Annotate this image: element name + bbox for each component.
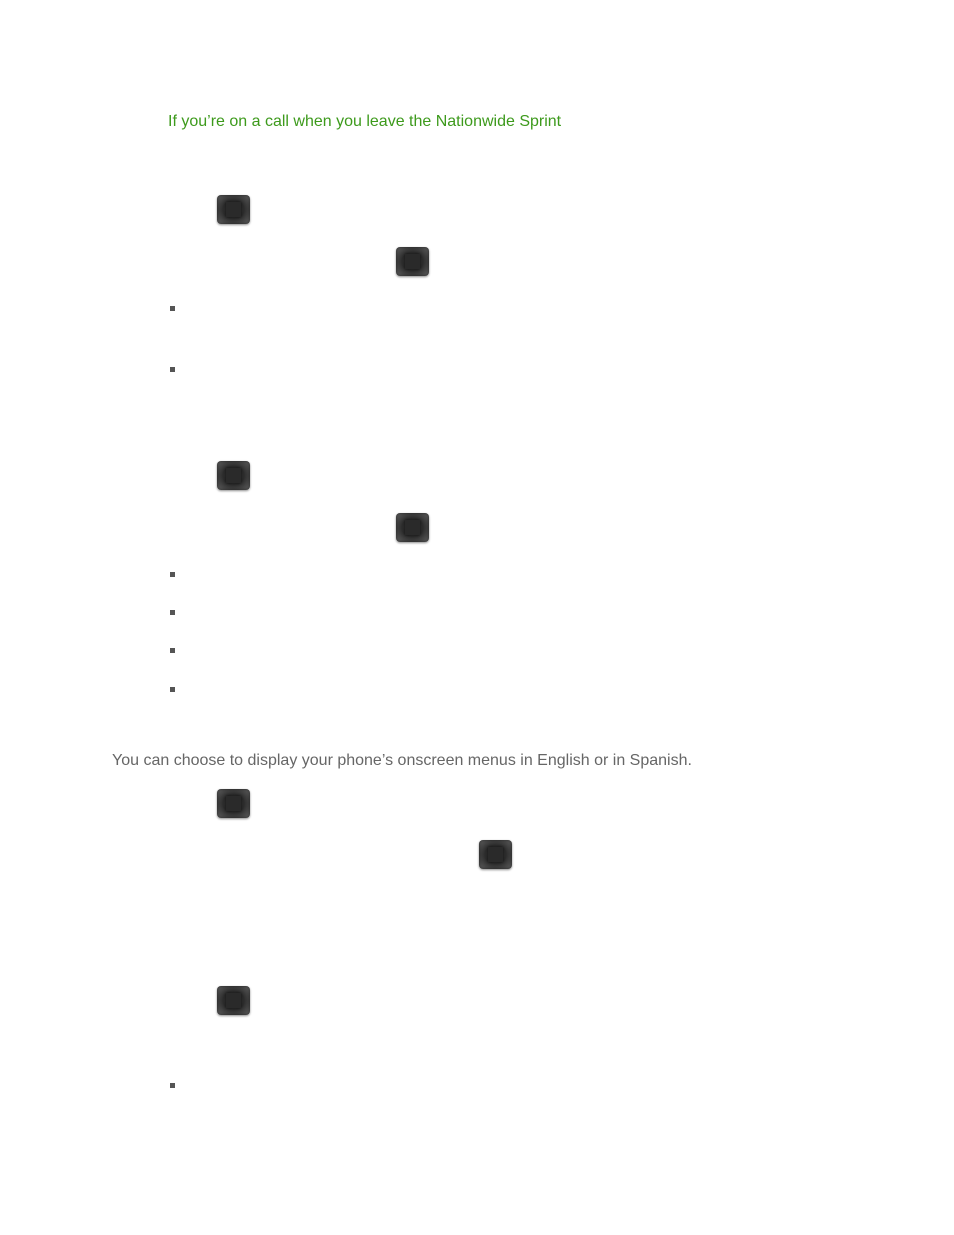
menu-key-icon	[479, 840, 512, 869]
menu-key-icon	[396, 513, 429, 542]
menu-key-icon	[217, 195, 250, 224]
list-bullet	[170, 648, 175, 653]
list-bullet	[170, 306, 175, 311]
menu-key-icon	[217, 789, 250, 818]
menu-key-icon	[217, 461, 250, 490]
list-bullet	[170, 367, 175, 372]
menu-key-icon	[396, 247, 429, 276]
list-bullet	[170, 687, 175, 692]
list-bullet	[170, 572, 175, 577]
language-intro-text: You can choose to display your phone’s onscreen menus in English or in Spanish.	[112, 752, 692, 769]
list-bullet	[170, 610, 175, 615]
list-bullet	[170, 1083, 175, 1088]
menu-key-icon	[217, 986, 250, 1015]
green-note-text: If you’re on a call when you leave the Nationwide Sprint	[168, 113, 562, 130]
